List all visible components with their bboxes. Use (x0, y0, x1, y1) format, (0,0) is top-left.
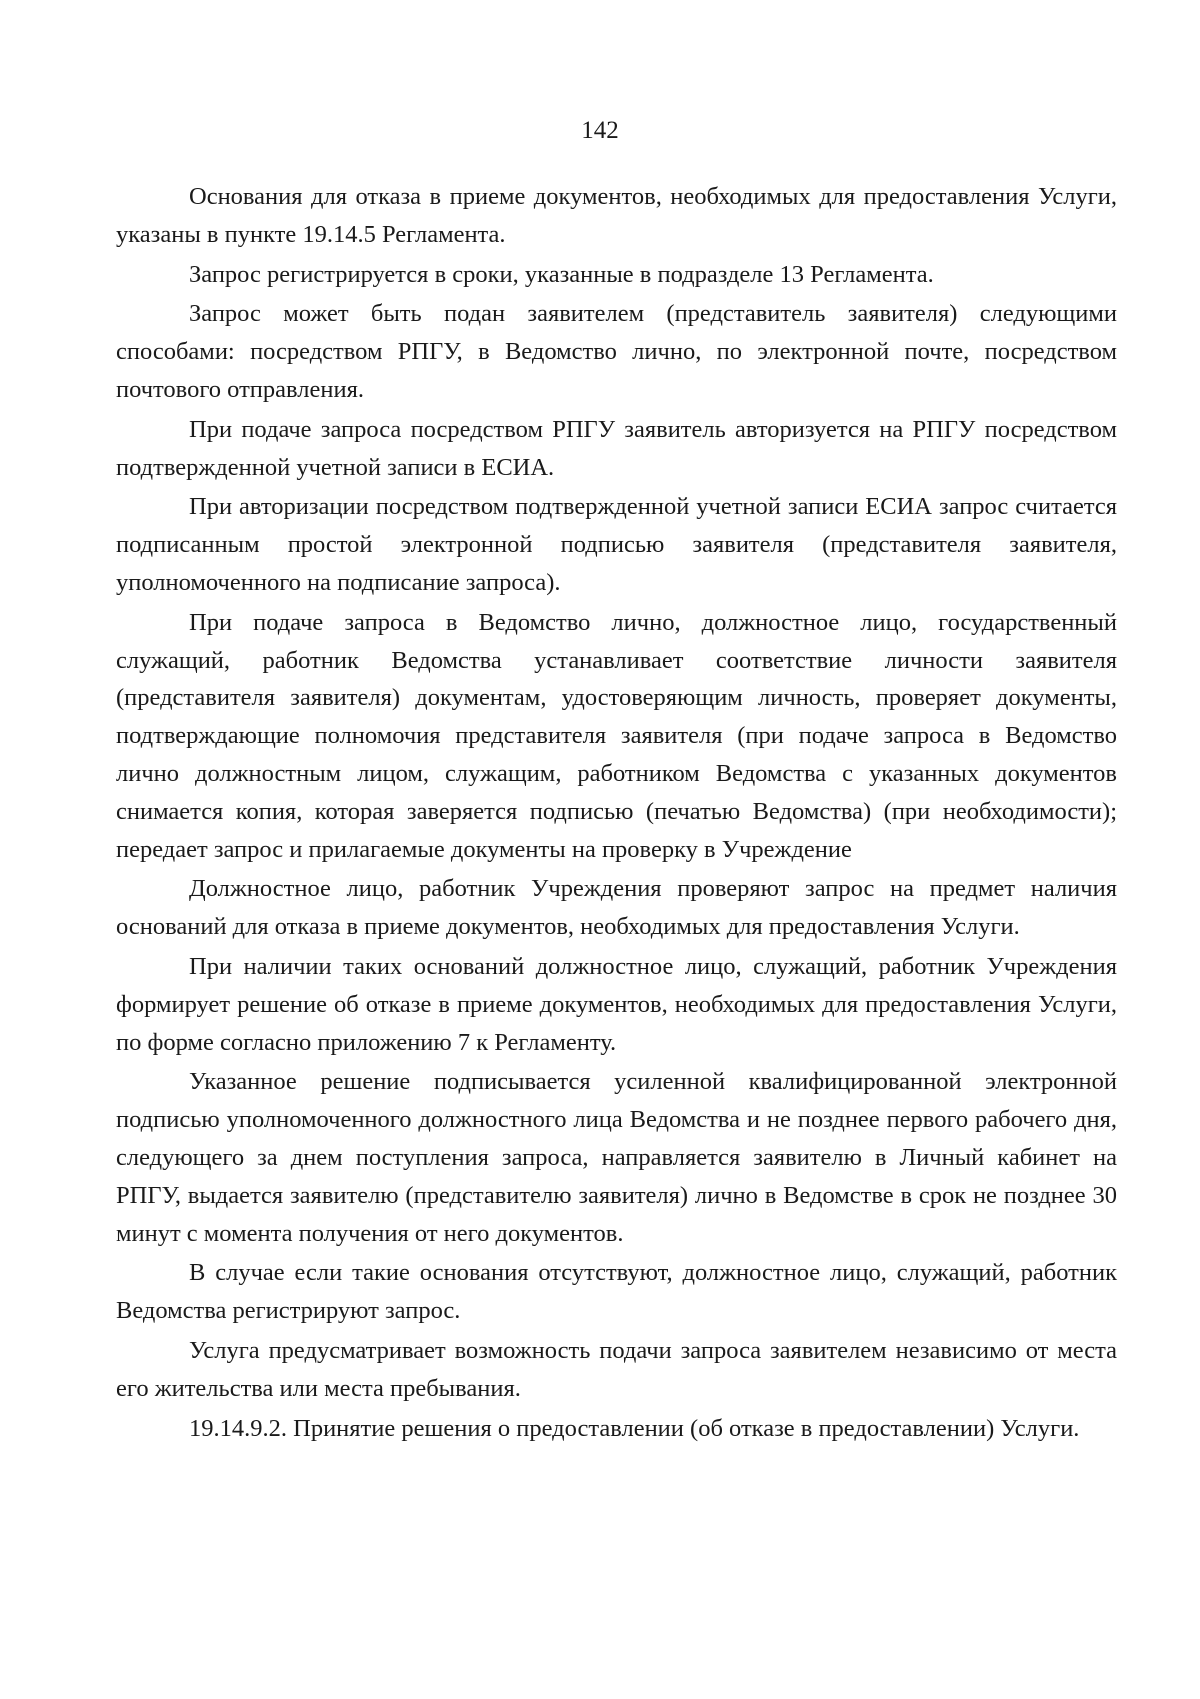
paragraph: При наличии таких оснований должностное лицо, служащий, работник Учреждения формирует решение об отказе в приеме документов, необходимых для предоставления Услуги, по форме согласно приложению 7 к Регламенту. (116, 952, 1117, 1056)
paragraph: Должностное лицо, работник Учреждения проверяют запрос на предмет наличия оснований для отказа в приеме документов, необходимых для предоставления Услуги. (116, 875, 1117, 941)
paragraph: В случае если такие основания отсутствуют, должностное лицо, служащий, работник Ведомства регистрируют запрос. (116, 1259, 1117, 1325)
paragraph: При подаче запроса посредством РПГУ заявитель авторизуется на РПГУ посредством подтвержденной учетной записи в ЕСИА. (116, 415, 1117, 481)
document-body (116, 178, 1117, 1449)
paragraph: При подаче запроса в Ведомство лично, должностное лицо, государственный служащий, работник Ведомства устанавливает соответствие личности заявителя (представителя заявителя) документам, удостоверяющим личность, проверяет документы, подтверждающие полномочия представителя заявителя (при подаче запроса в Ведомство лично должностным лицом, служащим, работником Ведомства с указанных документов снимается копия, которая заверяется подписью (печатью Ведомства) (при необходимости); передает запрос и прилагаемые документы на проверку в Учреждение (116, 608, 1117, 863)
paragraph: Запрос регистрируется в сроки, указанные в подразделе 13 Регламента. (189, 260, 934, 288)
paragraph: 19.14.9.2. Принятие решения о предоставлении (об отказе в предоставлении) Услуги. (189, 1414, 1080, 1442)
paragraph: Услуга предусматривает возможность подачи запроса заявителем независимо от места его жительства или места пребывания. (116, 1336, 1117, 1402)
paragraph: При авторизации посредством подтвержденной учетной записи ЕСИА запрос считается подписанным простой электронной подписью заявителя (представителя заявителя, уполномоченного на подписание запроса). (116, 493, 1117, 596)
paragraph: Указанное решение подписывается усиленной квалифицированной электронной подписью уполномоченного должностного лица Ведомства и не позднее первого рабочего дня, следующего за днем поступления запроса, направляется заявителю в Личный кабинет на РПГУ, выдается заявителю (представителю заявителя) лично в Ведомстве в срок не позднее 30 минут с момента получения от него документов. (116, 1068, 1117, 1247)
paragraph: Основания для отказа в приеме документов, необходимых для предоставления Услуги, указаны в пункте 19.14.5 Регламента. (116, 183, 1117, 248)
page-number: 142 (581, 117, 619, 144)
paragraph: Запрос может быть подан заявителем (представитель заявителя) следующими способами: посредством РПГУ, в Ведомство лично, по электронной почте, посредством почтового отправления. (116, 300, 1117, 403)
